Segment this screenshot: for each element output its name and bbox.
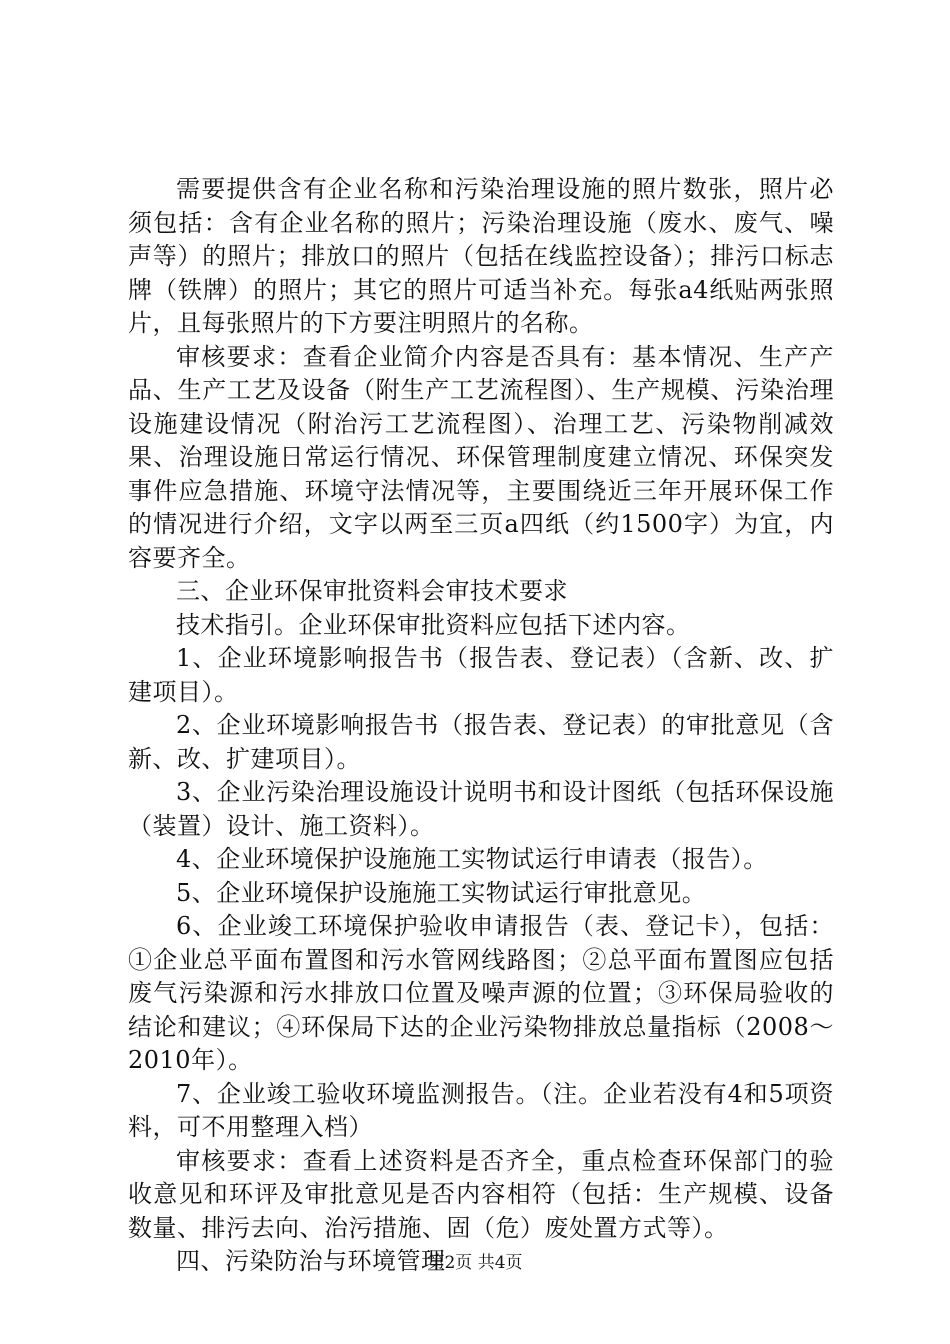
- list-item-1: 1、企业环境影响报告书（报告表、登记表）（含新、改、扩建项目）。: [128, 644, 834, 706]
- paragraph-review-requirements-approval: 审核要求：查看上述资料是否齐全，重点检查环保部门的验收意见和环评及审批意见是否内容相符（包括：生产规模、设备数量、排污去向、治污措施、固（危）废处置方式等）。: [128, 1146, 834, 1242]
- list-item-4: 4、企业环境保护设施施工实物试运行申请表（报告）。: [176, 845, 768, 873]
- document-body: [128, 173, 834, 1279]
- list-item-5: 5、企业环境保护设施施工实物试运行审批意见。: [176, 878, 707, 907]
- section-heading-3: 三、企业环保审批资料会审技术要求: [176, 577, 568, 605]
- page-footer: 第2页 共4页: [427, 1253, 523, 1273]
- paragraph-photos: 需要提供含有企业名称和污染治理设施的照片数张，照片必须包括：含有企业名称的照片；污染治理设施（废水、废气、噪声等）的照片；排放口的照片（包括在线监控设备）；排污口标志牌（铁牌）的照片；其它的照片可适当补充。每张a4纸贴两张照片，且每张照片的下方要注明照片的名称。: [128, 175, 834, 337]
- section-heading-4: 四、污染防治与环境管理: [176, 1247, 446, 1275]
- paragraph-technical-guidance: 技术指引。企业环保审批资料应包括下述内容。: [176, 610, 691, 639]
- list-item-2: 2、企业环境影响报告书（报告表、登记表）的审批意见（含新、改、扩建项目）。: [128, 711, 834, 773]
- paragraph-review-requirements-profile: 审核要求：查看企业简介内容是否具有：基本情况、生产产品、生产工艺及设备（附生产工艺流程图）、生产规模、污染治理设施建设情况（附治污工艺流程图）、治理工艺、污染物削减效果、治理设施日常运行情况、环保管理制度建立情况、环保突发事件应急措施、环境守法情况等，主要围绕近三年开展环保工作的情况进行介绍，文字以两至三页a四纸（约1500字）为宜，内容要齐全。: [128, 342, 834, 572]
- list-item-7: 7、企业竣工验收环境监测报告。（注。企业若没有4和5项资料，可不用整理入档）: [128, 1079, 834, 1141]
- list-item-3: 3、企业污染治理设施设计说明书和设计图纸（包括环保设施（装置）设计、施工资料）。: [128, 778, 834, 840]
- list-item-6: 6、企业竣工环境保护验收申请报告（表、登记卡），包括：①企业总平面布置图和污水管网线路图；②总平面布置图应包括废气污染源和污水排放口位置及噪声源的位置；③环保局验收的结论和建议；④环保局下达的企业污染物排放总量指标（2008～2010年）。: [128, 912, 834, 1074]
